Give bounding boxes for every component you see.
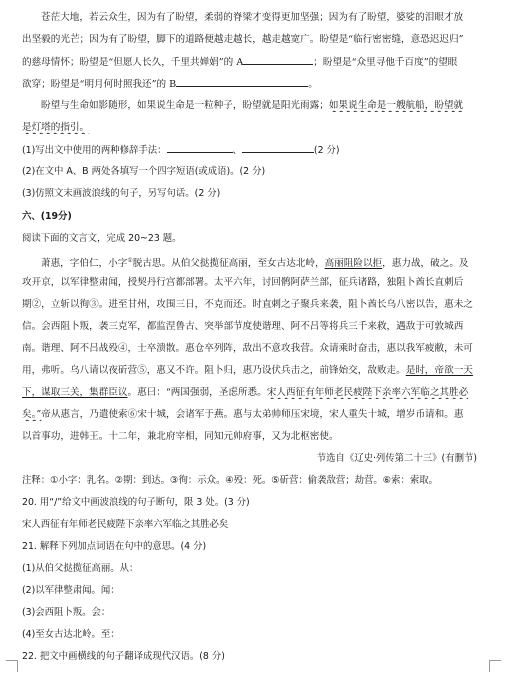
wavy-underlined-sentence: 矣。”	[22, 409, 42, 420]
separator: 、	[232, 145, 242, 156]
passage-text: ，惠力战，破之。及	[382, 258, 469, 270]
passage-text: 的慈母情怀；盼望是“但愿人长久，千里共婵娟”的 A	[22, 57, 244, 68]
passage-line	[22, 99, 493, 112]
passage-line: 南。谐理、阿不吕战殁④，士卒溃散。惠仓卒列阵，敌出不意攻我营。众请乘时奋击，惠以我军疲敝，未可	[22, 343, 473, 354]
answer-blank[interactable]	[167, 143, 233, 153]
passage-source: 节选自《辽史·列传第二十三》(有删节)	[316, 453, 477, 464]
wavy-underlined-sentence: 是灯塔的指引。	[22, 122, 90, 133]
crop-mark	[489, 660, 501, 661]
passage-text: 萧惠，字伯仁，小字	[41, 258, 128, 270]
question-21-item: (3)会西阻卜叛。会：	[22, 607, 111, 618]
footnote-marker: ①	[127, 257, 133, 264]
underlined-phrase: 高丽阻险以拒	[324, 258, 383, 270]
question-22: 22. 把文中画横线的句子翻译成现代汉语。(8 分)	[22, 651, 225, 662]
wavy-underlined-sentence: 如果说生命是一艘航船，盼望就	[328, 100, 464, 111]
question-score: (2 分)	[313, 145, 340, 156]
passage-line	[22, 77, 493, 91]
passage-text: 。	[308, 79, 318, 90]
answer-blank-b[interactable]	[176, 77, 308, 87]
passage-text: 脱古思。从伯父挞揽征高丽，至女古达北岭，	[132, 258, 325, 270]
passage-text: 盼望与生命如影随形，如果说生命是一粒种子，盼望就是阳光雨露；	[41, 100, 329, 111]
passage-line	[22, 386, 493, 399]
question-3: (3)仿照文末画波浪线的句子，另写句话。(2 分)	[22, 188, 221, 199]
footnotes: 注释：①小字：乳名。②期：到达。③徇：示众。④殁：死。⑤斫营：偷袭敌营；劫营。⑥索：索取。	[22, 475, 439, 486]
crop-mark	[17, 660, 18, 672]
passage-line	[22, 121, 493, 134]
passage-line	[22, 364, 493, 377]
passage-line	[22, 254, 493, 270]
passage-line: 苍茫大地，若云众生，因为有了盼望，柔弱的脊梁才变得更加坚强；因为有了盼望，婆娑的泪眼才放	[41, 12, 464, 23]
passage-text: 用，弗听。乌八请以夜斫营⑤，惠又不许。阻卜归，惠乃设伏兵击之，前锋始交，敌败走。	[22, 365, 406, 376]
section-intro: 阅读下面的文言文，完成 20~23 题。	[22, 233, 182, 244]
passage-line: 以首事功，进韩王。十二年，兼北府宰相，同知元帅府事，又为北枢密使。	[22, 431, 339, 442]
section-heading: 六、(19分)	[22, 211, 72, 222]
question-21-item: (2)以军律整肃闻。闻：	[22, 585, 120, 596]
passage-line	[22, 408, 493, 421]
question-21-item: (4)至女古达北岭。至：	[22, 629, 120, 640]
answer-blank[interactable]	[242, 143, 314, 153]
passage-text: 帝从惠言，乃遣使索⑥宋十城，会诸军于燕。惠与太弟帅师压宋境，宋人重失十城，增岁币请和。惠	[41, 409, 464, 420]
question-text: (1)写出文中使用的两种修辞手法：	[22, 145, 167, 156]
passage-line: 信。会西阻卜叛，袭三克军，都监涅鲁古、突举部节度使谐理、阿不吕等将兵三千来救，遇敌于可敦城西	[22, 321, 464, 332]
passage-text: ；盼望是“众里寻他千百度”的望眼	[313, 57, 458, 68]
passage-line: 期②，立斩以徇③。进至甘州，攻围三日，不克而还。时直刺之子聚兵来袭，阻卜酋长乌八密以告，惠未之	[22, 299, 473, 310]
passage-line	[22, 55, 493, 69]
wavy-underlined-sentence: 宋人西征有年师老民疲陛下亲率六军临之其胜必	[266, 387, 469, 398]
question-20-sentence: 宋人西征有年师老民疲陛下亲率六军临之其胜必矣	[22, 519, 229, 530]
crop-mark	[489, 660, 490, 672]
passage-text: 欲穿；盼望是“明月何时照我还”的 B	[22, 79, 177, 90]
question-2: (2)在文中 A、B 两处各填写一个四字短语(或成语)。(2 分)	[22, 166, 266, 177]
underlined-sentence: 下，谋取三关，集群臣议	[22, 387, 128, 398]
question-1	[22, 143, 493, 157]
passage-line: 出坚毅的光芒；因为有了盼望，脚下的道路便越走越长，越走越宽广。盼望是“临行密密缝，意恐迟迟归”	[22, 34, 464, 45]
underlined-sentence: 是时，帝欲一天	[405, 365, 473, 376]
question-21: 21. 解释下列加点词语在句中的意思。(4 分)	[22, 541, 207, 552]
question-20: 20. 用“/”给文中画波浪线的句子断句，限 3 处。(3 分)	[22, 497, 250, 508]
passage-text: 。惠曰：“两国强弱，圣虑所悉。	[127, 387, 267, 398]
question-21-item: (1)从伯父挞揽征高丽。从：	[22, 563, 139, 574]
passage-line: 攻开京，以军律整肃闻，授契丹行宫都部署。太平六年，讨回鹘阿萨兰部，征兵诸路，独阻卜酋长直刺后	[22, 277, 464, 288]
answer-blank-a[interactable]	[243, 55, 313, 65]
